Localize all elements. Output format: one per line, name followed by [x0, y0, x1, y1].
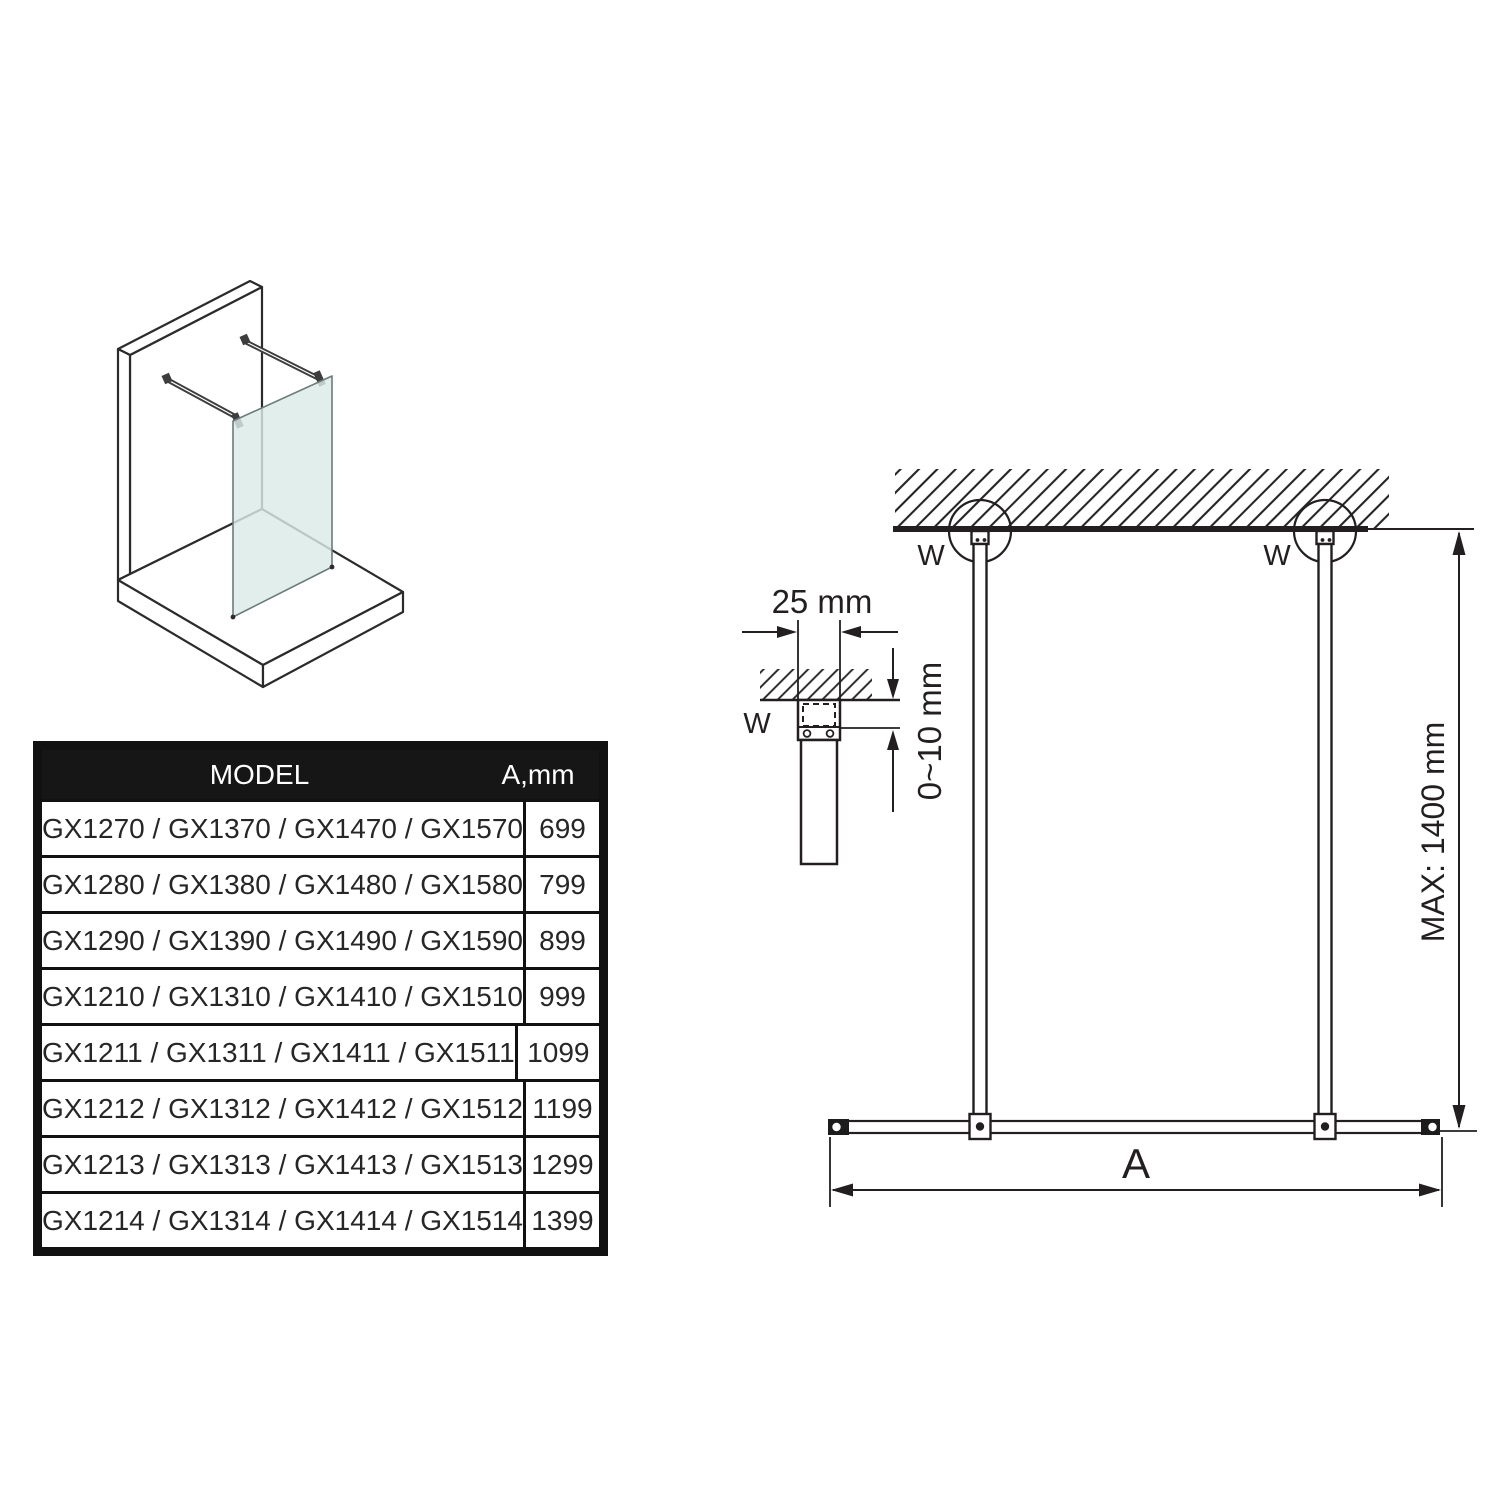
cell-model: GX1290 / GX1390 / GX1490 / GX1590 [42, 924, 523, 956]
size-table-header [42, 750, 599, 799]
table-row [42, 1023, 599, 1079]
wall-hatch [895, 469, 1389, 529]
arrowhead-gap-up [887, 730, 899, 750]
glass-end-cap-right-hole [1428, 1123, 1436, 1131]
detail-screw-left [804, 730, 811, 737]
dim-label-max-height: MAX: 1400 mm [1415, 721, 1451, 943]
cell-model: GX1213 / GX1313 / GX1413 / GX1513 [42, 1148, 523, 1180]
table-row [42, 967, 599, 1023]
table-row [42, 911, 599, 967]
table-row [42, 1079, 599, 1135]
arrowhead-right [1419, 1184, 1441, 1197]
arrowhead-gap-down [887, 679, 899, 699]
support-bar-right [1319, 544, 1332, 1122]
cell-a: 1199 [523, 1082, 599, 1135]
cell-a: 1299 [523, 1138, 599, 1191]
bracket-detail-view [742, 620, 900, 864]
table-row [42, 799, 599, 855]
iso-wall-left-edge [118, 349, 130, 580]
bar-connector-right-screw [1321, 1122, 1329, 1130]
wall-bracket-left [972, 531, 989, 544]
arrowhead-in-left [841, 626, 861, 638]
installation-diagram [742, 469, 1477, 1207]
glass-end-cap-left-hole [832, 1123, 840, 1131]
cell-a: 799 [523, 858, 599, 911]
dim-label-A: A [1121, 1140, 1151, 1187]
iso-glass-bottom-right-fitting [330, 565, 335, 570]
cell-model: GX1280 / GX1380 / GX1480 / GX1580 [42, 868, 523, 900]
bar-connector-left-screw [976, 1122, 984, 1130]
cell-a: 899 [523, 914, 599, 967]
arrowhead-left [831, 1184, 853, 1197]
glass-panel-plan [828, 1114, 1440, 1139]
wall-bracket-right [1317, 531, 1334, 544]
detail-screw-right [827, 730, 834, 737]
cell-model: GX1214 / GX1314 / GX1414 / GX1514 [42, 1204, 523, 1236]
dim-label-25mm: 25 mm [771, 583, 873, 620]
size-table [33, 741, 608, 1256]
cell-a: 699 [523, 802, 599, 855]
cell-model: GX1210 / GX1310 / GX1410 / GX1510 [42, 980, 523, 1012]
dim-label-gap: 0~10 mm [911, 661, 948, 801]
table-row [42, 1135, 599, 1191]
arrowhead-in-right [777, 626, 797, 638]
wall-label-right: W [1263, 540, 1291, 572]
detail-support-bar [801, 740, 837, 864]
cell-model: GX1270 / GX1370 / GX1470 / GX1570 [42, 812, 523, 844]
cell-a: 1099 [515, 1026, 599, 1079]
iso-glass-bottom-left-fitting [231, 615, 236, 620]
support-bar-left [974, 544, 987, 1122]
isometric-view [118, 281, 403, 687]
header-model: MODEL [209, 758, 310, 790]
cell-a: 1399 [523, 1194, 599, 1247]
wall-label-detail: W [743, 708, 771, 740]
cell-model: GX1212 / GX1312 / GX1412 / GX1512 [42, 1092, 523, 1124]
detail-wall-hatch [760, 669, 872, 700]
arrowhead-down [1453, 1105, 1466, 1129]
cell-a: 999 [523, 970, 599, 1023]
cell-model: GX1211 / GX1311 / GX1411 / GX1511 [42, 1036, 515, 1068]
arrowhead-up [1453, 531, 1466, 555]
table-row [42, 1191, 599, 1247]
table-row [42, 855, 599, 911]
header-a-mm: A,mm [501, 758, 575, 790]
wall-label-left: W [917, 540, 945, 572]
